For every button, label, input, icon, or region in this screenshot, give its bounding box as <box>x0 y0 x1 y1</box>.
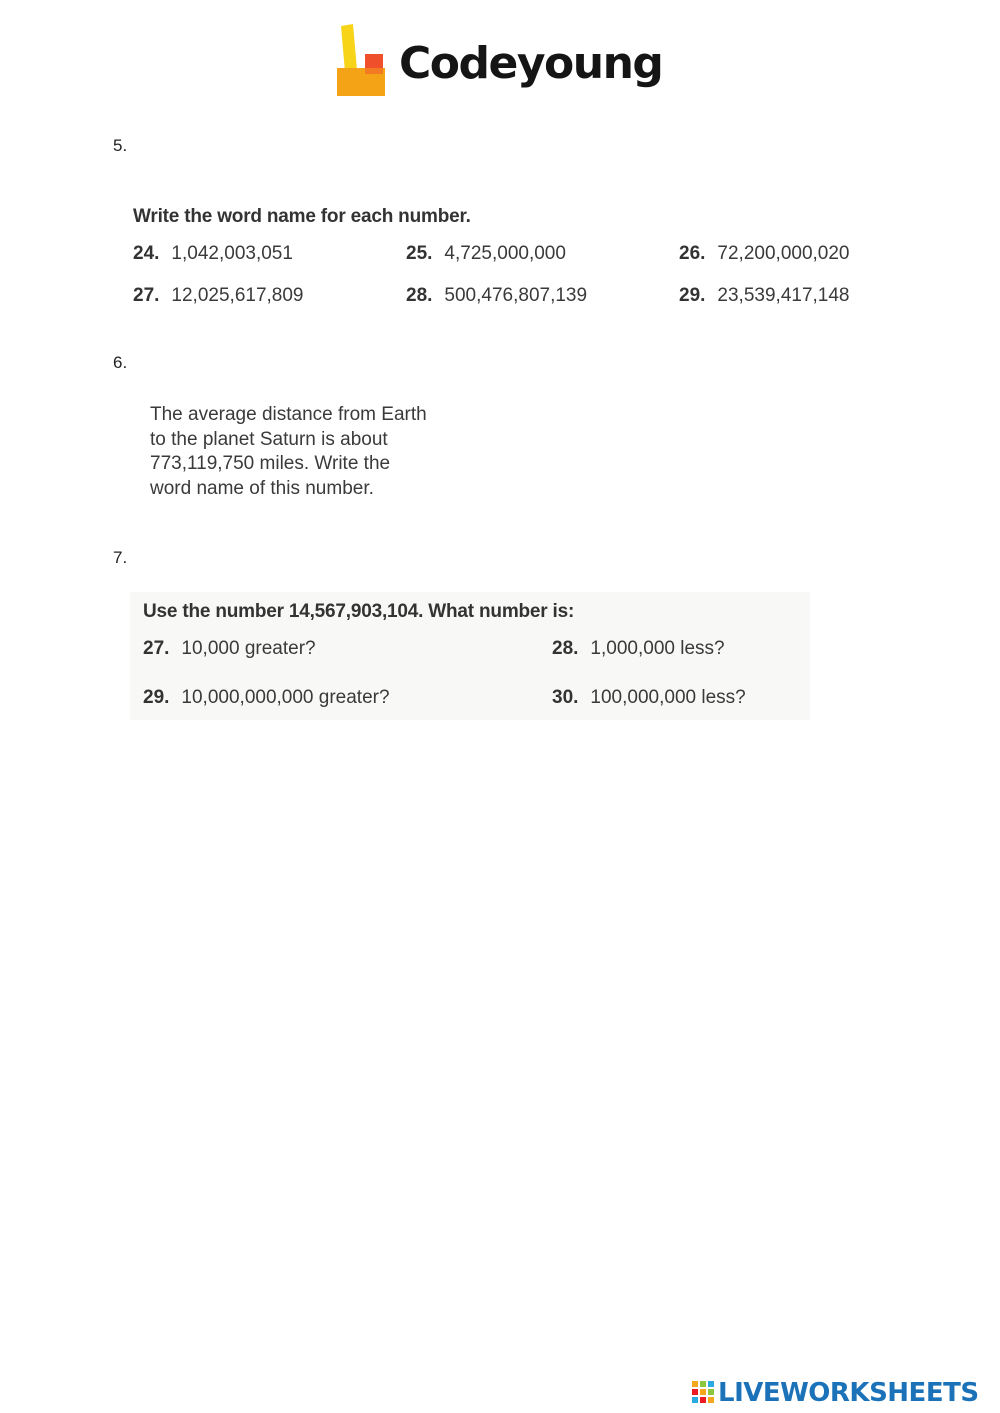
item-value: 10,000,000,000 greater? <box>181 687 390 708</box>
liveworksheets-logo <box>692 1378 992 1408</box>
q5-item <box>406 243 566 265</box>
q5-item <box>133 285 304 307</box>
q7-heading: Use the number 14,567,903,104. What number is: <box>143 601 575 622</box>
item-label: 30. <box>552 687 579 708</box>
item-value: 10,000 greater? <box>181 638 316 659</box>
q5-heading: Write the word name for each number. <box>133 206 471 227</box>
item-label: 27. <box>133 285 160 306</box>
item-label: 28. <box>406 285 433 306</box>
q7-item <box>143 638 316 660</box>
item-value: 72,200,000,020 <box>717 243 850 264</box>
item-value: 100,000,000 less? <box>590 687 746 708</box>
question-number-6: 6. <box>113 353 128 372</box>
q5-item <box>679 285 850 307</box>
q5-item <box>133 243 293 265</box>
item-label: 28. <box>552 638 579 659</box>
item-value: 12,025,617,809 <box>171 285 304 306</box>
q7-item <box>143 687 390 709</box>
q6-line: to the planet Saturn is about <box>150 428 388 450</box>
q7-item <box>552 638 725 660</box>
logo-wordmark: Codeyoung <box>399 38 663 89</box>
q6-line: The average distance from Earth <box>150 404 427 425</box>
item-label: 29. <box>143 687 170 708</box>
q5-item <box>679 243 850 265</box>
liveworksheets-grid-icon <box>692 1381 714 1403</box>
item-value: 500,476,807,139 <box>444 285 588 306</box>
item-value: 1,000,000 less? <box>590 638 725 659</box>
q6-line: word name of this number. <box>150 477 374 499</box>
item-label: 24. <box>133 243 160 264</box>
q6-line: 773,119,750 miles. Write the <box>150 453 391 474</box>
liveworksheets-wordmark: LIVEWORKSHEETS <box>718 1378 979 1408</box>
item-label: 27. <box>143 638 170 659</box>
item-value: 4,725,000,000 <box>444 243 566 264</box>
item-label: 25. <box>406 243 433 264</box>
question-number-5: 5. <box>113 136 128 155</box>
codeyoung-logo <box>333 24 673 108</box>
item-label: 26. <box>679 243 706 264</box>
item-label: 29. <box>679 285 706 306</box>
q7-item <box>552 687 746 709</box>
q5-item <box>406 285 587 307</box>
item-value: 23,539,417,148 <box>717 285 850 306</box>
item-value: 1,042,003,051 <box>171 243 293 264</box>
question-number-7: 7. <box>113 548 128 567</box>
codeyoung-logo-icon <box>333 24 389 100</box>
q6-paragraph <box>150 403 480 501</box>
